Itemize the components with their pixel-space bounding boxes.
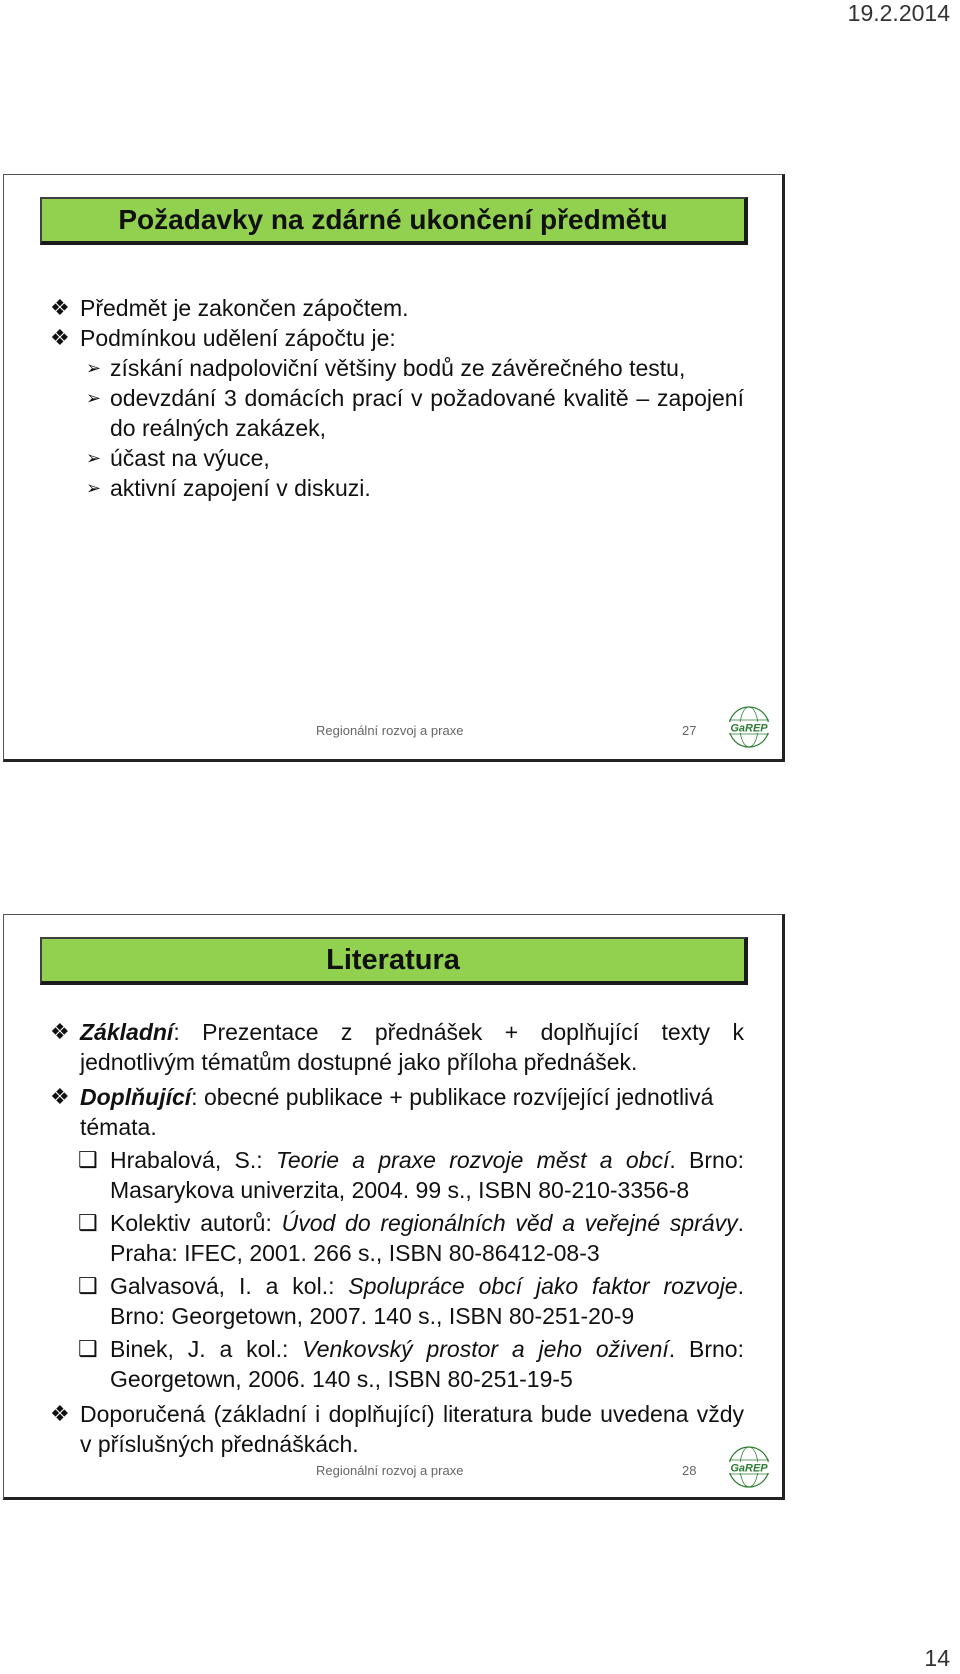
list-item bbox=[48, 1082, 744, 1142]
checkbox-bullet-icon: ❑ bbox=[78, 1147, 98, 1172]
reference-details: . Brno: Georgetown, 2007. 140 s., ISBN 80-251-20-9 bbox=[110, 1273, 744, 1329]
slide-title: Požadavky na zdárné ukončení předmětu bbox=[40, 197, 748, 245]
slide-footer: Regionální rozvoj a praxe bbox=[316, 723, 464, 738]
sub-list-item bbox=[48, 443, 744, 473]
checkbox-bullet-icon: ❑ bbox=[78, 1336, 98, 1361]
garep-logo bbox=[726, 1445, 772, 1489]
sub-item-text: účast na výuce, bbox=[110, 445, 270, 471]
list-item bbox=[48, 293, 744, 323]
logo-text: GaREP bbox=[730, 1462, 768, 1475]
diamond-bullet-icon: ❖ bbox=[50, 325, 70, 350]
reference-author: Galvasová, I. a kol.: bbox=[110, 1273, 349, 1299]
checkbox-bullet-icon: ❑ bbox=[78, 1210, 98, 1235]
page-number: 14 bbox=[924, 1645, 950, 1671]
checkbox-bullet-icon: ❑ bbox=[78, 1273, 98, 1298]
arrow-bullet-icon: ➢ bbox=[86, 388, 102, 408]
sub-item-text: získání nadpoloviční většiny bodů ze závěrečného testu, bbox=[110, 355, 686, 381]
arrow-bullet-icon: ➢ bbox=[86, 478, 102, 498]
page-date: 19.2.2014 bbox=[847, 0, 950, 26]
reference-item bbox=[48, 1334, 744, 1394]
reference-title: Spolupráce obcí jako faktor rozvoje bbox=[348, 1273, 738, 1299]
slide-number: 27 bbox=[682, 723, 697, 738]
bullet-text: : obecné publikace + publikace rozvíjející jednotlivá témata. bbox=[80, 1084, 714, 1140]
sub-item-text: aktivní zapojení v diskuzi. bbox=[110, 475, 371, 501]
slide-content bbox=[48, 1017, 744, 1459]
diamond-bullet-icon: ❖ bbox=[50, 1401, 70, 1426]
sub-list-item bbox=[48, 473, 744, 503]
arrow-bullet-icon: ➢ bbox=[86, 358, 102, 378]
bullet-text: Podmínkou udělení zápočtu je: bbox=[80, 325, 396, 351]
bullet-text: : Prezentace z přednášek + doplňující texty k jednotlivým tématům dostupné jako příloha přednášek. bbox=[80, 1019, 744, 1075]
garep-logo bbox=[726, 705, 772, 749]
reference-author: Binek, J. a kol.: bbox=[110, 1336, 303, 1362]
logo-text: GaREP bbox=[730, 722, 768, 735]
list-item bbox=[48, 323, 744, 353]
diamond-bullet-icon: ❖ bbox=[50, 295, 70, 320]
slide-title: Literatura bbox=[40, 937, 748, 985]
reference-item bbox=[48, 1208, 744, 1268]
reference-details: . Brno: Georgetown, 2006. 140 s., ISBN 80-251-19-5 bbox=[110, 1336, 744, 1392]
slide-footer: Regionální rozvoj a praxe bbox=[316, 1463, 464, 1478]
diamond-bullet-icon: ❖ bbox=[50, 1019, 70, 1044]
list-item bbox=[48, 1399, 744, 1459]
bullet-label: Doplňující bbox=[80, 1084, 192, 1110]
arrow-bullet-icon: ➢ bbox=[86, 448, 102, 468]
slide-requirements bbox=[3, 174, 785, 762]
list-item bbox=[48, 1017, 744, 1077]
bullet-label: Základní bbox=[80, 1019, 174, 1045]
bullet-text: Předmět je zakončen zápočtem. bbox=[80, 295, 409, 321]
reference-item bbox=[48, 1271, 744, 1331]
sub-list-item bbox=[48, 383, 744, 443]
slide-content bbox=[48, 293, 744, 503]
reference-title: Teorie a praxe rozvoje měst a obcí bbox=[275, 1147, 670, 1173]
reference-author: Kolektiv autorů: bbox=[110, 1210, 282, 1236]
reference-title: Venkovský prostor a jeho oživení bbox=[302, 1336, 669, 1362]
reference-details: . Brno: Masarykova univerzita, 2004. 99 s., ISBN 80-210-3356-8 bbox=[110, 1147, 744, 1203]
sub-list-item bbox=[48, 353, 744, 383]
reference-title: Úvod do regionálních věd a veřejné správy bbox=[281, 1210, 738, 1236]
sub-item-text: odevzdání 3 domácích prací v požadované kvalitě – zapojení do reálných zakázek, bbox=[110, 385, 744, 441]
slide-number: 28 bbox=[682, 1463, 697, 1478]
bullet-text: Doporučená (základní i doplňující) literatura bude uvedena vždy v příslušných přednáškách. bbox=[80, 1401, 744, 1457]
slide-literature bbox=[3, 914, 785, 1500]
diamond-bullet-icon: ❖ bbox=[50, 1084, 70, 1109]
reference-details: . Praha: IFEC, 2001. 266 s., ISBN 80-86412-08-3 bbox=[110, 1210, 745, 1266]
reference-author: Hrabalová, S.: bbox=[110, 1147, 276, 1173]
reference-item bbox=[48, 1145, 744, 1205]
